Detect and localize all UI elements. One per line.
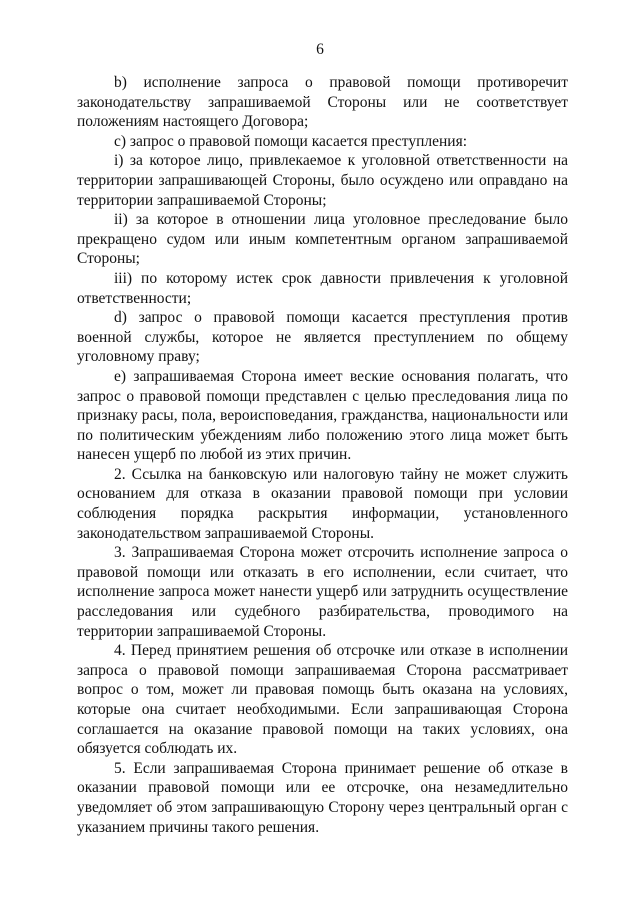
paragraph-c-iii: iii) по которому истек срок давности привлечения к уголовной ответственности;: [77, 269, 568, 307]
paragraph-c: c) запрос о правовой помощи касается преступления:: [114, 132, 468, 150]
document-body: [77, 73, 568, 837]
paragraph-e: e) запрашиваемая Сторона имеет веские основания полагать, что запрос о правовой помощи представлен с целью преследования лица по признаку расы, пола, вероисповедания, гражданства, национальности или по политическим убеждениям либо положению этого лица может быть нанесен ущерб по любой из этих причин.: [77, 367, 568, 464]
page-number: 6: [316, 41, 324, 58]
paragraph-2: 2. Ссылка на банковскую или налоговую тайну не может служить основанием для отказа в оказании правовой помощи при условии соблюдения порядка раскрытия информации, установленного законодательством запрашиваемой Стороны.: [77, 465, 568, 542]
paragraph-4: 4. Перед принятием решения об отсрочке или отказе в исполнении запроса о правовой помощи запрашиваемая Сторона рассматривает вопрос о том, может ли правовая помощь быть оказана на условиях, которые она считает необходимыми. Если запрашивающая Сторона соглашается на оказание правовой помощи на таких условиях, она обязуется соблюдать их.: [77, 642, 568, 758]
paragraph-3: 3. Запрашиваемая Сторона может отсрочить исполнение запроса о правовой помощи или отказать в его исполнении, если считает, что исполнение запроса может нанести ущерб или затруднить осуществление расследования или судебного разбирательства, проводимого на территории запрашиваемой Стороны.: [77, 544, 568, 640]
paragraph-c-ii: ii) за которое в отношении лица уголовное преследование было прекращено судом или иным компетентным органом запрашиваемой Стороны;: [77, 211, 568, 268]
paragraph-d: d) запрос о правовой помощи касается преступления против военной службы, которое не является преступлением по общему уголовному праву;: [77, 309, 568, 366]
paragraph-c-i: i) за которое лицо, привлекаемое к уголовной ответственности на территории запрашивающей Стороны, было осуждено или оправдано на территории запрашиваемой Стороны;: [77, 152, 568, 209]
paragraph-5: 5. Если запрашиваемая Сторона принимает решение об отказе в оказании правовой помощи или ее отсрочке, она незамедлительно уведомляет об этом запрашивающую Сторону через центральный орган с указанием причины такого решения.: [77, 759, 568, 836]
paragraph-b: b) исполнение запроса о правовой помощи противоречит законодательству запрашиваемой Стороны или не соответствует положениям настоящего Договора;: [77, 74, 568, 131]
